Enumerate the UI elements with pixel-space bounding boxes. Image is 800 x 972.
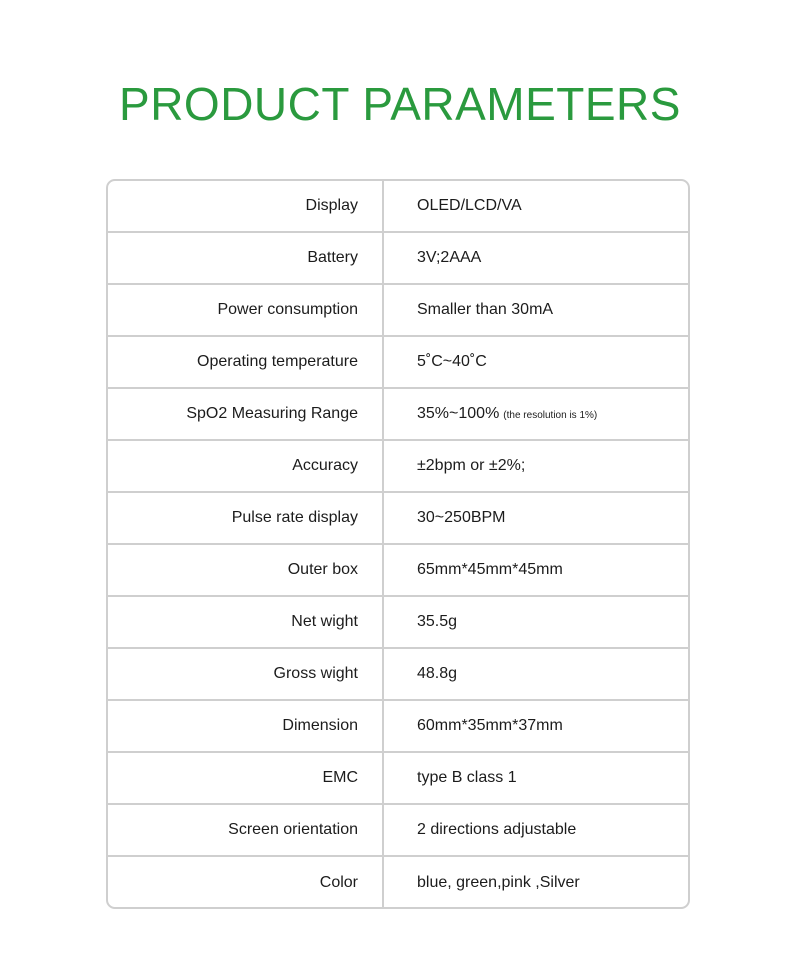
row-value: 48.8g [417,665,458,682]
row-value: 65mm*45mm*45mm [417,561,563,578]
row-value: Smaller than 30mA [417,301,554,318]
row-value-cell [384,805,688,855]
table-row-spo2-range [108,389,688,441]
row-value: 2 directions adjustable [417,821,577,838]
row-label: Display [108,181,384,231]
row-value-cell [384,493,688,543]
row-value: 35.5g [417,613,458,630]
row-value: type B class 1 [417,769,517,786]
row-value: 60mm*35mm*37mm [417,717,563,734]
table-row-pulse-rate [108,493,688,545]
table-row-operating-temperature [108,337,688,389]
row-note: (the resolution is 1%) [503,409,598,421]
row-label: Gross wight [108,649,384,699]
row-value: 3V;2AAA [417,249,482,266]
row-value-cell [384,649,688,699]
row-label: SpO2 Measuring Range [108,389,384,439]
row-value-cell [384,441,688,491]
row-value: ±2bpm or ±2%; [417,457,526,474]
table-row-power-consumption [108,285,688,337]
table-row-net-weight [108,597,688,649]
row-value-cell [384,389,688,439]
table-row-screen-orientation [108,805,688,857]
row-label: Accuracy [108,441,384,491]
row-label: Net wight [108,597,384,647]
row-value: 35%~100% [417,405,500,422]
row-value-cell [384,753,688,803]
table-row-color [108,857,688,909]
row-label: Battery [108,233,384,283]
row-label: Power consumption [108,285,384,335]
row-value-cell [384,597,688,647]
row-label: Dimension [108,701,384,751]
table-row-gross-weight [108,649,688,701]
row-value-cell [384,337,688,387]
row-value: 30~250BPM [417,509,506,526]
row-label: Outer box [108,545,384,595]
parameters-table [106,179,690,909]
row-label: Pulse rate display [108,493,384,543]
table-row-accuracy [108,441,688,493]
row-value-cell [384,545,688,595]
row-label: Screen orientation [108,805,384,855]
row-value: 5˚C~40˚C [417,353,487,370]
row-value: blue, green,pink ,Silver [417,874,580,891]
row-value: OLED/LCD/VA [417,197,522,214]
row-value-cell [384,701,688,751]
table-row-emc [108,753,688,805]
row-value-cell [384,857,688,909]
table-row-display [108,181,688,233]
row-value-cell [384,233,688,283]
row-label: EMC [108,753,384,803]
row-label: Color [108,857,384,909]
row-label: Operating temperature [108,337,384,387]
table-row-battery [108,233,688,285]
table-row-dimension [108,701,688,753]
page-title: PRODUCT PARAMETERS [119,78,681,130]
table-row-outer-box [108,545,688,597]
row-value-cell [384,285,688,335]
row-value-cell [384,181,688,231]
